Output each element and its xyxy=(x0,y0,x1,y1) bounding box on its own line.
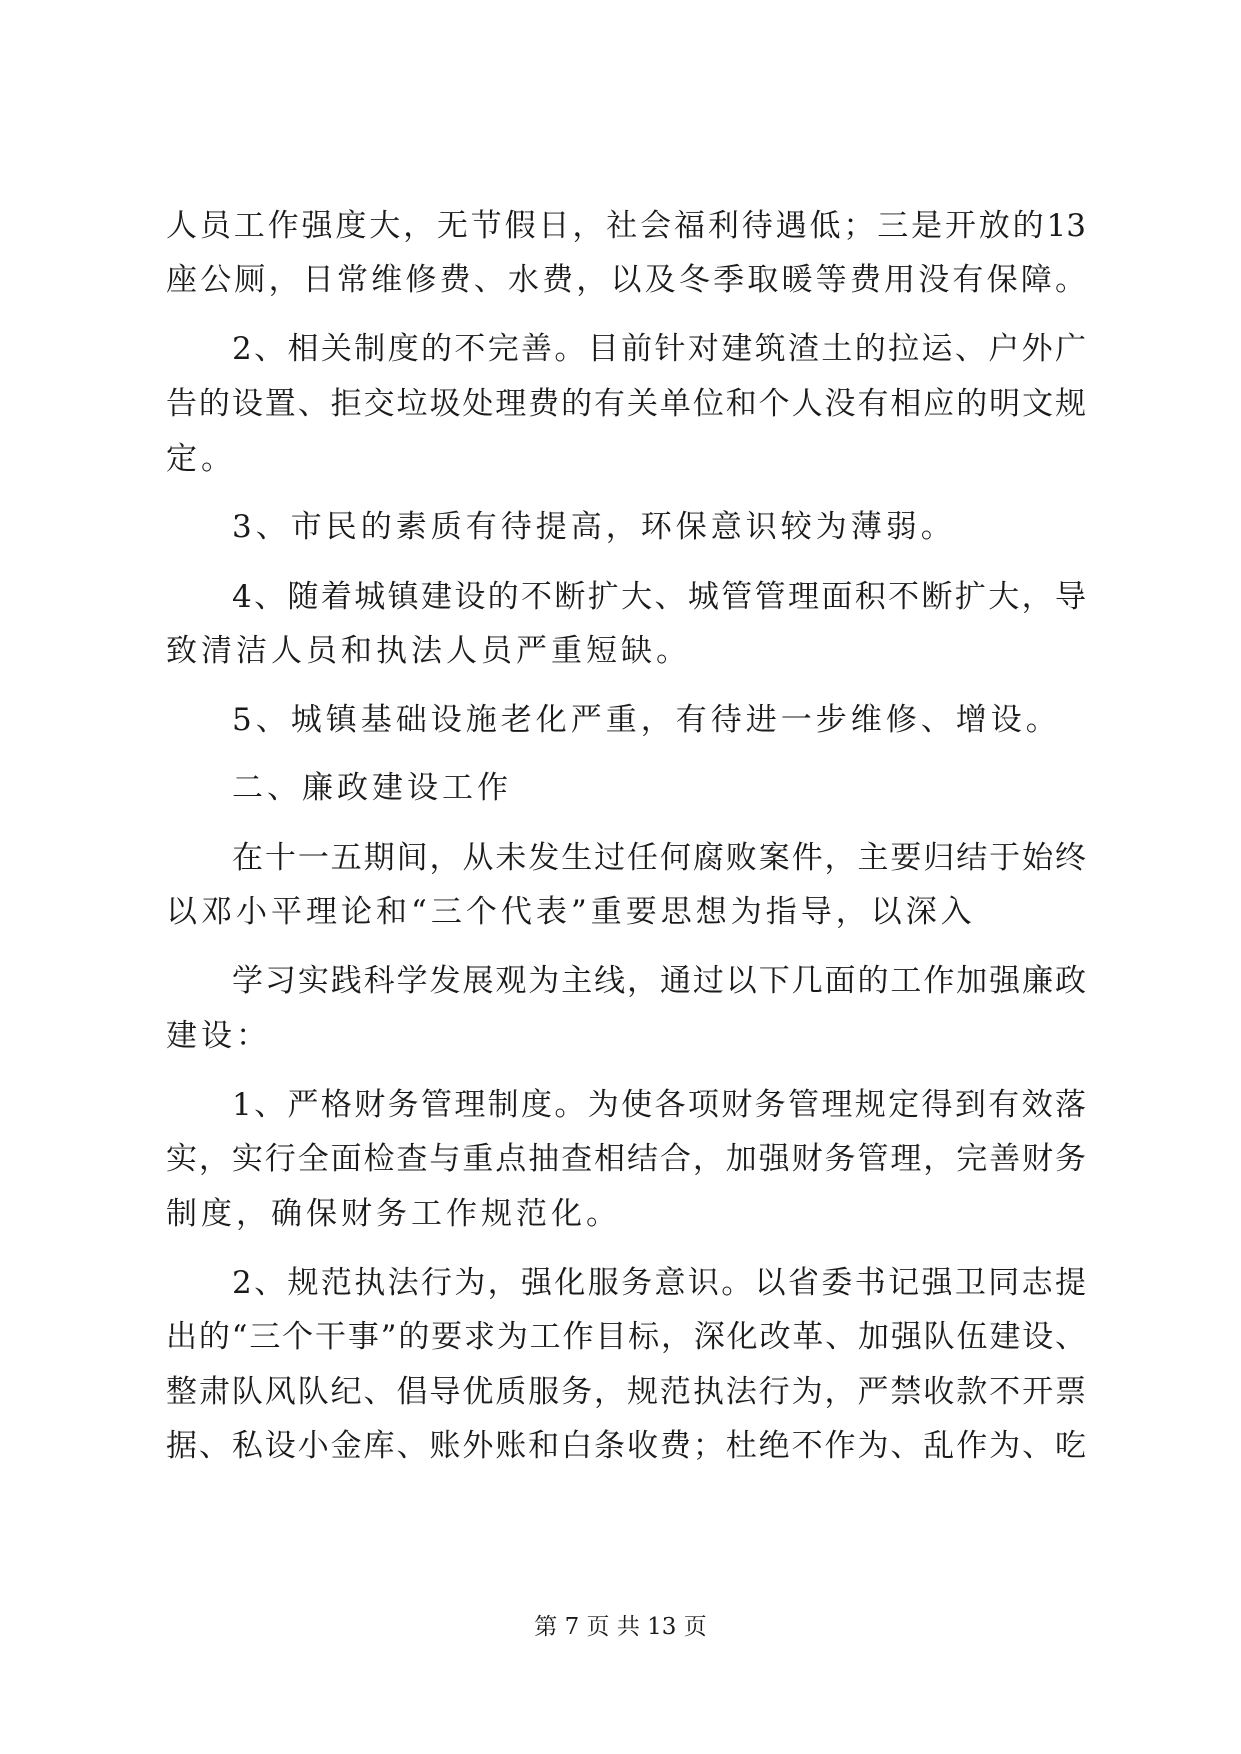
text-line-20: 整肃队风队纪、倡导优质服务，规范执法行为，严禁收款不开票 xyxy=(166,1374,1086,1410)
text-line-6: 3、市民的素质有待提高，环保意识较为薄弱。 xyxy=(232,509,956,545)
page-number-footer: 第 7 页 共 13 页 xyxy=(534,1614,707,1640)
text-line-19: 出的“三个干事”的要求为工作目标，深化改革、加强队伍建设、 xyxy=(166,1319,1086,1355)
text-line-13: 学习实践科学发展观为主线，通过以下几面的工作加强廉政 xyxy=(232,963,1086,999)
text-line-14: 建设： xyxy=(166,1018,271,1054)
text-line-2: 座公厕，日常维修费、水费，以及冬季取暖等费用没有保障。 xyxy=(166,262,1086,298)
text-line-15: 1、严格财务管理制度。为使各项财务管理规定得到有效落 xyxy=(232,1087,1086,1123)
text-line-5: 定。 xyxy=(166,441,236,477)
text-line-9: 5、城镇基础设施老化严重，有待进一步维修、增设。 xyxy=(232,702,1061,738)
text-line-4: 告的设置、拒交垃圾处理费的有关单位和个人没有相应的明文规 xyxy=(166,386,1086,422)
text-line-16: 实，实行全面检查与重点抽查相结合，加强财务管理，完善财务 xyxy=(166,1141,1086,1177)
text-line-7: 4、随着城镇建设的不断扩大、城管管理面积不断扩大，导 xyxy=(232,579,1086,615)
text-line-3: 2、相关制度的不完善。目前针对建筑渣土的拉运、户外广 xyxy=(232,331,1086,367)
text-line-8: 致清洁人员和执法人员严重短缺。 xyxy=(166,633,691,669)
text-line-1: 人员工作强度大，无节假日，社会福利待遇低；三是开放的13 xyxy=(166,208,1086,244)
section-heading: 二、廉政建设工作 xyxy=(232,770,512,806)
text-line-17: 制度，确保财务工作规范化。 xyxy=(166,1196,621,1232)
text-line-18: 2、规范执法行为，强化服务意识。以省委书记强卫同志提 xyxy=(232,1265,1086,1301)
text-line-12: 以邓小平理论和“三个代表”重要思想为指导，以深入 xyxy=(166,894,976,930)
text-line-11: 在十一五期间，从未发生过任何腐败案件，主要归结于始终 xyxy=(232,840,1086,876)
text-line-21: 据、私设小金库、账外账和白条收费；杜绝不作为、乱作为、吃 xyxy=(166,1428,1086,1464)
